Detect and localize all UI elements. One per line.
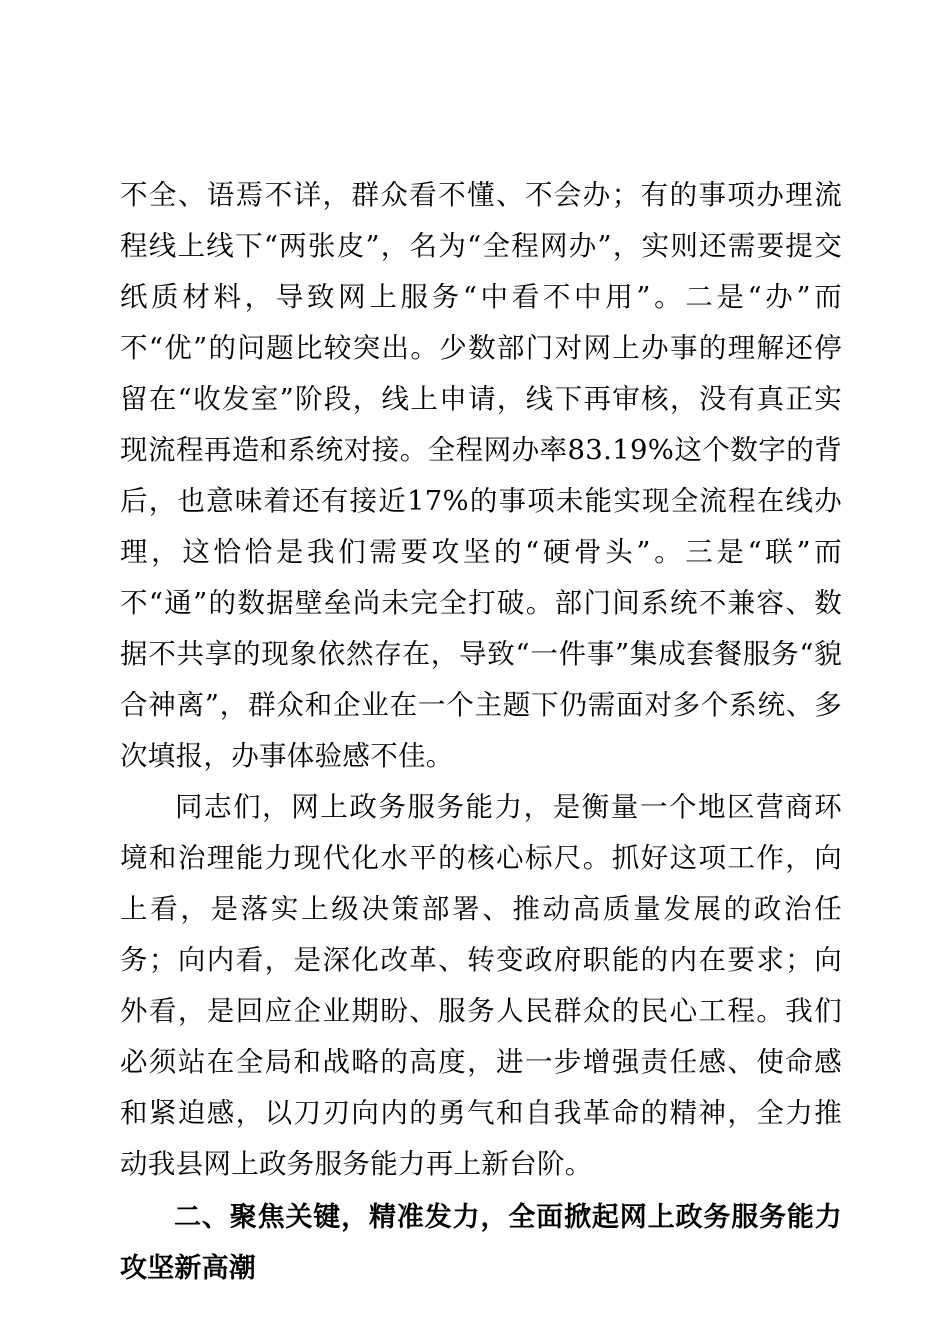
document-body xyxy=(120,170,842,1294)
paragraph-significance: 同志们，网上政务服务能力，是衡量一个地区营商环境和治理能力现代化水平的核心标尺。抓好这项工作，向上看，是落实上级决策部署、推动高质量发展的政治任务；向内看，是深化改革、转变政府职能的内在要求；向外看，是回应企业期盼、服务人民群众的民心工程。我们必须站在全局和战略的高度，进一步增强责任感、使命感和紧迫感，以刀刃向内的勇气和自我革命的精神，全力推动我县网上政务服务能力再上新台阶。 xyxy=(120,791,842,1180)
section-heading-two: 二、聚焦关键，精准发力，全面掀起网上政务服务能力攻坚新高潮 xyxy=(120,1202,842,1284)
paragraph-problems: 不全、语焉不详，群众看不懂、不会办；有的事项办理流程线上线下“两张皮”，名为“全程网办”，实则还需要提交纸质材料，导致网上服务“中看不中用”。二是“办”而不“优”的问题比较突出。少数部门对网上办事的理解还停留在“收发室”阶段，线上申请，线下再审核，没有真正实现流程再造和系统对接。全程网办率83.19%这个数字的背后，也意味着还有接近17%的事项未能实现全流程在线办理，这恰恰是我们需要攻坚的“硬骨头”。三是“联”而不“通”的数据壁垒尚未完全打破。部门间系统不兼容、数据不共享的现象依然存在，导致“一件事”集成套餐服务“貌合神离”，群众和企业在一个主题下仍需面对多个系统、多次填报，办事体验感不佳。 xyxy=(120,179,842,772)
